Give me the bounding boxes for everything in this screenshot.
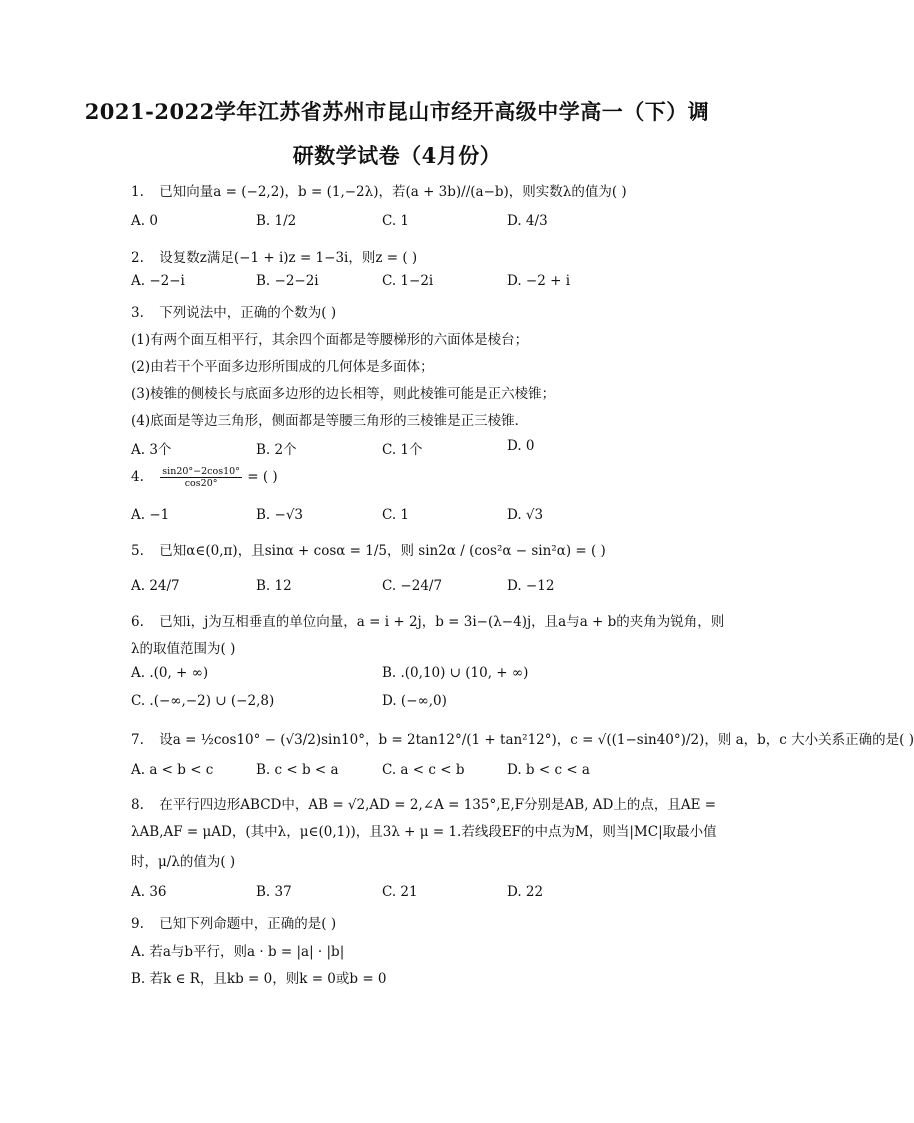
option-b: B. 1/2	[256, 213, 297, 229]
option-a: A. 24/7	[131, 578, 180, 594]
denominator: cos20°	[184, 478, 218, 489]
option-a: A. 若a与b平行，则a · b = |a| · |b|	[131, 944, 345, 960]
statement-4: (4)底面是等边三角形，侧面都是等腰三角形的三棱锥是正三棱锥．	[131, 413, 529, 429]
option-c: C. 1	[382, 507, 410, 523]
option-b: B. −2−2i	[256, 273, 319, 289]
option-d: D. (−∞,0)	[382, 693, 447, 709]
question-text: 下列说法中，正确的个数为( )	[159, 305, 337, 321]
option-b: B. −√3	[256, 507, 304, 523]
question-text: 已知下列命题中，正确的是( )	[159, 916, 337, 932]
option-b: B. c < b < a	[256, 762, 339, 778]
option-c: C. 1个	[382, 442, 423, 458]
question-9	[131, 912, 336, 932]
question-number: 6.	[131, 614, 144, 630]
option-a: A. −1	[131, 507, 170, 523]
option-b: B. .(0,10) ∪ (10, + ∞)	[382, 665, 529, 681]
option-a: A. −2−i	[131, 273, 185, 289]
option-b: B. 2个	[256, 442, 297, 458]
statement-1: (1)有两个面互相平行，其余四个面都是等腰梯形的六面体是棱台；	[131, 332, 529, 348]
question-1	[131, 180, 627, 200]
question-number: 7.	[131, 732, 144, 748]
question-text: 在平行四边形ABCD中，AB = √2,AD = 2,∠A = 135°,E,F分别是AB, AD上的点，且AE =	[159, 797, 717, 813]
fraction	[160, 466, 242, 489]
question-text: 已知i，j为互相垂直的单位向量，a = i + 2j，b = 3i−(λ−4)j，且a与a + b的夹角为锐角，则	[159, 614, 725, 630]
option-c: C. a < c < b	[382, 762, 465, 778]
option-d: D. 4/3	[507, 213, 548, 229]
option-d: D. 22	[507, 884, 544, 900]
question-text: 已知向量a = (−2,2)，b = (1,−2λ)，若(a + 3b)//(a−b)，则实数λ的值为( )	[159, 184, 627, 200]
option-c: C. 1−2i	[382, 273, 434, 289]
option-a: A. 36	[131, 884, 167, 900]
question-number: 5.	[131, 543, 144, 559]
option-c: C. 1	[382, 213, 410, 229]
option-d: D. −12	[507, 578, 555, 594]
option-d: D. 0	[507, 438, 535, 454]
question-number: 3.	[131, 305, 144, 321]
question-text: 已知α∈(0,π)，且sinα + cosα = 1/5，则 sin2α / (cos²α − sin²α) = ( )	[159, 543, 606, 559]
option-d: D. √3	[507, 507, 544, 523]
question-tail: = ( )	[247, 469, 278, 485]
option-c: C. 21	[382, 884, 418, 900]
question-8-cont2: 时，μ/λ的值为( )	[131, 854, 236, 870]
question-number: 9.	[131, 916, 144, 932]
option-b: B. 37	[256, 884, 292, 900]
question-5	[131, 539, 606, 559]
exam-title-line1: 2021-2022学年江苏省苏州市昆山市经开高级中学高一（下）调	[84, 99, 710, 124]
option-a: A. .(0, + ∞)	[131, 665, 209, 681]
numerator: sin20°−2cos10°	[162, 466, 240, 477]
option-c: C. −24/7	[382, 578, 443, 594]
option-a: A. 0	[131, 213, 158, 229]
question-8	[131, 793, 716, 813]
option-a: A. a < b < c	[131, 762, 214, 778]
exam-title-line2: 研数学试卷（4月份）	[292, 143, 502, 168]
question-4	[131, 466, 278, 489]
question-text: 设复数z满足(−1 + i)z = 1−3i，则z = ( )	[159, 250, 418, 266]
question-3	[131, 301, 336, 321]
question-6	[131, 610, 724, 630]
option-b: B. 12	[256, 578, 292, 594]
option-d: D. −2 + i	[507, 273, 571, 289]
statement-2: (2)由若干个平面多边形所围成的几何体是多面体；	[131, 359, 434, 375]
question-6-cont: λ的取值范围为( )	[131, 641, 236, 657]
option-a: A. 3个	[131, 442, 172, 458]
question-number: 2.	[131, 250, 144, 266]
statement-3: (3)棱锥的侧棱长与底面多边形的边长相等，则此棱锥可能是正六棱锥；	[131, 386, 556, 402]
question-8-cont: λAB,AF = μAD，(其中λ，μ∈(0,1))，且3λ + μ = 1.若线段EF的中点为M，则当|MC|取最小值	[131, 824, 717, 840]
question-number: 1.	[131, 184, 144, 200]
question-2	[131, 246, 417, 266]
question-number: 8.	[131, 797, 144, 813]
question-number: 4.	[131, 469, 144, 485]
question-text: 设a = ½cos10° − (√3/2)sin10°，b = 2tan12°/(1 + tan²12°)，c = √((1−sin40°)/2)，则 a，b，c 大小关系正确的是( )	[159, 732, 914, 748]
option-b: B. 若k ∈ R，且kb = 0，则k = 0或b = 0	[131, 971, 387, 987]
question-7	[131, 728, 914, 748]
option-d: D. b < c < a	[507, 762, 590, 778]
option-c: C. .(−∞,−2) ∪ (−2,8)	[131, 693, 275, 709]
